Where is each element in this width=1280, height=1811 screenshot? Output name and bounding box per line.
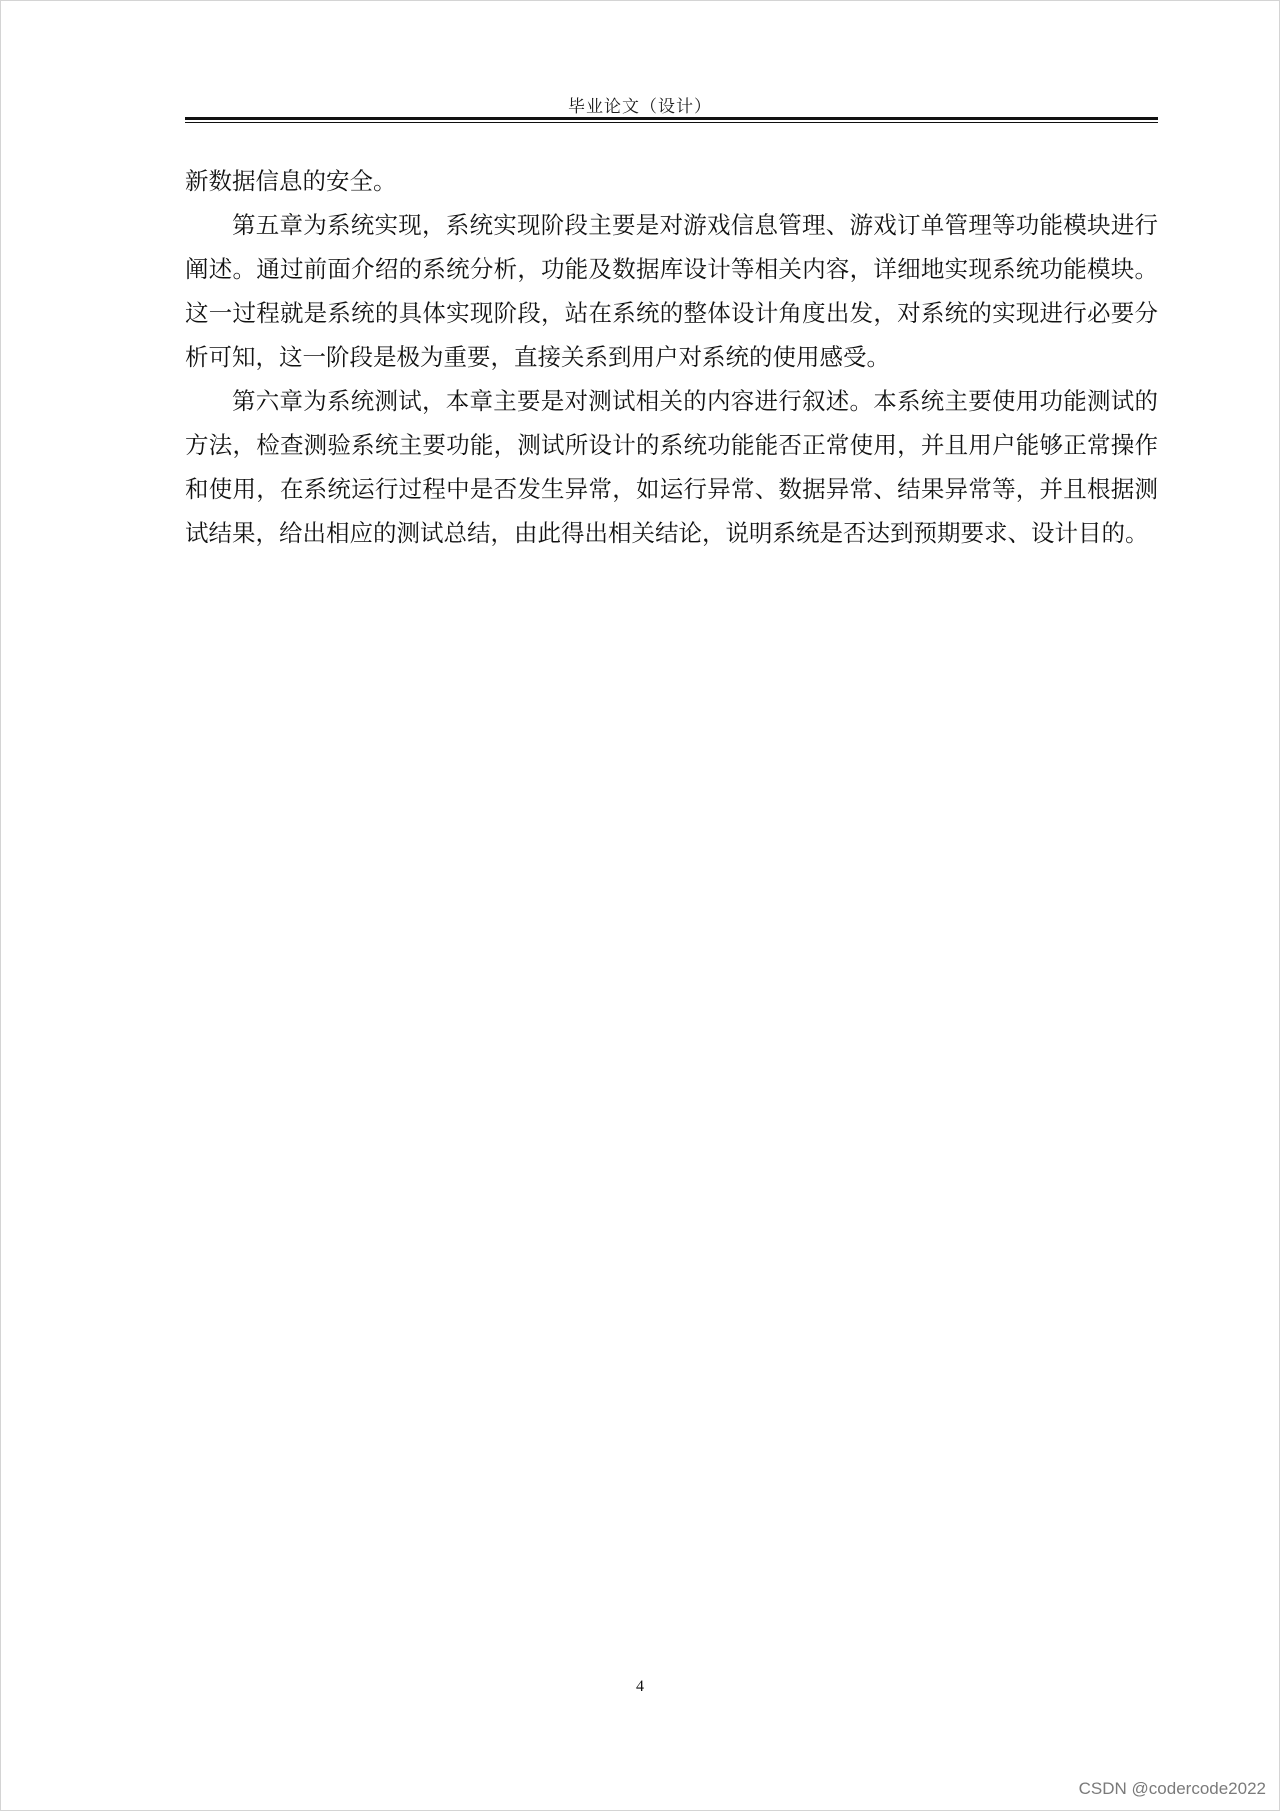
page-number: 4	[636, 1678, 644, 1695]
paragraph-continuation: 新数据信息的安全。	[185, 167, 397, 195]
header-rule-thick	[185, 117, 1158, 120]
running-header-title: 毕业论文（设计）	[568, 97, 712, 117]
paragraph-chapter-five: 第五章为系统实现，系统实现阶段主要是对游戏信息管理、游戏订单管理等功能模块进行阐述。通过前面介绍的系统分析，功能及数据库设计等相关内容，详细地实现系统功能模块。这一过程就是系统的具体实现阶段，站在系统的整体设计角度出发，对系统的实现进行必要分析可知，这一阶段是极为重要，直接关系到用户对系统的使用感受。	[185, 211, 1158, 371]
paragraph-chapter-six: 第六章为系统测试，本章主要是对测试相关的内容进行叙述。本系统主要使用功能测试的方法，检查测验系统主要功能，测试所设计的系统功能能否正常使用，并且用户能够正常操作和使用，在系统运行过程中是否发生异常，如运行异常、数据异常、结果异常等，并且根据测试结果，给出相应的测试总结，由此得出相关结论，说明系统是否达到预期要求、设计目的。	[185, 387, 1158, 547]
watermark-text: CSDN @codercode2022	[1078, 1779, 1266, 1798]
header-rule-thin	[185, 122, 1158, 123]
body-text	[185, 159, 1158, 555]
